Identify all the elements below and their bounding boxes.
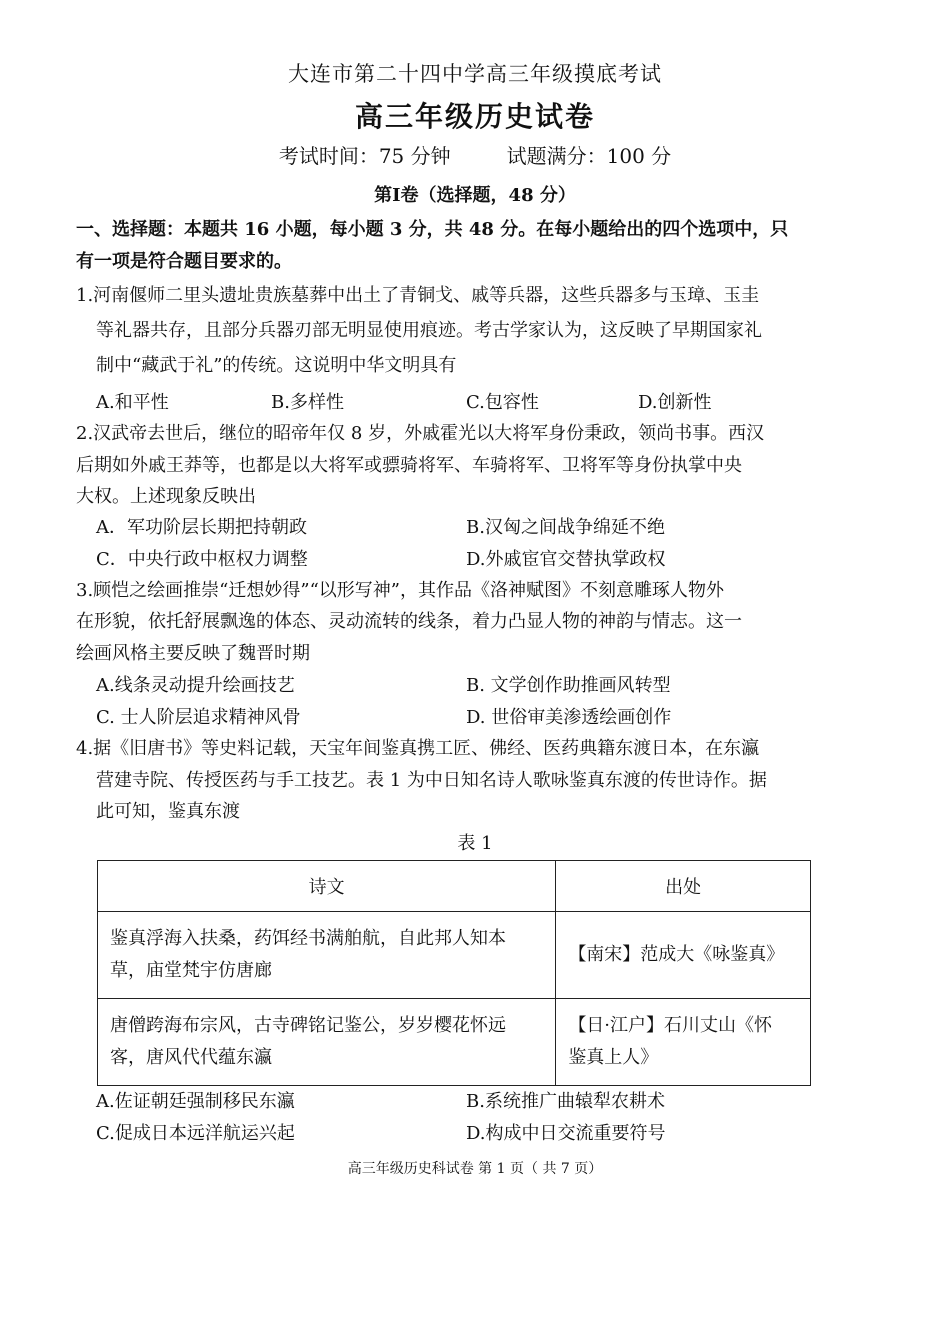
poem-line: 唐僧跨海布宗风，古寺碑铭记鉴公，岁岁樱花怀远 <box>110 1015 506 1036</box>
question-4-option-a[interactable]: A.佐证朝廷强制移民东瀛 <box>96 1091 295 1112</box>
exam-time: 考试时间：75 分钟 <box>278 144 451 168</box>
question-2-line-2: 后期如外戚王莽等，也都是以大将军或骠骑将军、车骑将军、卫将军等身份执掌中央 <box>76 455 742 476</box>
table-cell-source <box>556 999 811 1086</box>
question-3-option-d[interactable]: D. 世俗审美渗透绘画创作 <box>466 707 672 728</box>
question-3-line-1: 3.顾恺之绘画推崇“迁想妙得”“以形写神”，其作品《洛神赋图》不刻意雕琢人物外 <box>76 580 724 601</box>
question-1-line-2: 等礼器共存，且部分兵器刃部无明显使用痕迹。考古学家认为，这反映了早期国家礼 <box>96 320 762 341</box>
question-3-option-a[interactable]: A.线条灵动提升绘画技艺 <box>96 675 295 696</box>
source-line: 【日·江户】石川丈山《怀 <box>568 1015 773 1036</box>
question-4-line-2: 营建寺院、传授医药与手工技艺。表 1 为中日知名诗人歌咏鉴真东渡的传世诗作。据 <box>96 770 767 791</box>
question-2-option-b[interactable]: B.汉匈之间战争绵延不绝 <box>466 517 665 538</box>
question-2-line-1: 2.汉武帝去世后，继位的昭帝年仅 8 岁，外戚霍光以大将军身份秉政，领尚书事。西汉 <box>76 423 765 444</box>
question-1-line-3: 制中“藏武于礼”的传统。这说明中华文明具有 <box>96 355 457 376</box>
section-instruction-line-1: 一、选择题：本题共 16 小题，每小题 3 分，共 48 分。在每小题给出的四个选项中，只 <box>76 219 789 240</box>
poem-table <box>97 860 811 1086</box>
source-line: 鉴真上人》 <box>568 1047 659 1068</box>
table-row <box>98 912 811 999</box>
table-row <box>98 999 811 1086</box>
poem-line: 草，庙堂梵宇仿唐廊 <box>110 960 272 981</box>
poem-line: 客，唐风代代蕴东瀛 <box>110 1047 272 1068</box>
question-1-option-b[interactable]: B.多样性 <box>271 392 344 413</box>
question-1-option-d[interactable]: D.创新性 <box>638 392 712 413</box>
school-exam-title: 大连市第二十四中学高三年级摸底考试 <box>288 62 662 86</box>
question-3-option-c[interactable]: C. 士人阶层追求精神风骨 <box>96 707 301 728</box>
exam-meta <box>0 140 950 169</box>
table-caption: 表 1 <box>457 833 493 854</box>
table-header-source: 出处 <box>556 861 811 912</box>
source-line: 【南宋】范成大《咏鉴真》 <box>568 944 785 965</box>
question-4-option-d[interactable]: D.构成中日交流重要符号 <box>466 1123 666 1144</box>
question-4-line-1: 4.据《旧唐书》等史料记载，天宝年间鉴真携工匠、佛经、医药典籍东渡日本，在东瀛 <box>76 738 760 759</box>
question-4-option-c[interactable]: C.促成日本远洋航运兴起 <box>96 1123 295 1144</box>
part-heading: 第Ⅰ卷（选择题，48 分） <box>374 185 576 206</box>
table-header-poem: 诗文 <box>98 861 556 912</box>
question-2-option-d[interactable]: D.外戚宦官交替执掌政权 <box>466 549 666 570</box>
question-2-option-a[interactable]: A．军功阶层长期把持朝政 <box>96 517 307 538</box>
question-2-line-3: 大权。上述现象反映出 <box>76 486 256 507</box>
question-1-option-a[interactable]: A.和平性 <box>96 392 169 413</box>
question-3-option-b[interactable]: B. 文学创作助推画风转型 <box>466 675 671 696</box>
question-4-line-3: 此可知，鉴真东渡 <box>96 801 240 822</box>
page-footer: 高三年级历史科试卷 第 1 页（ 共 7 页） <box>347 1161 603 1177</box>
question-3-line-2: 在形貌，依托舒展飘逸的体态、灵动流转的线条，着力凸显人物的神韵与情志。这一 <box>76 611 742 632</box>
table-header-row <box>98 861 811 912</box>
exam-score: 试题满分：100 分 <box>506 144 672 168</box>
paper-title: 高三年级历史试卷 <box>354 100 595 133</box>
question-1-line-1: 1.河南偃师二里头遗址贵族墓葬中出土了青铜戈、戚等兵器，这些兵器多与玉璋、玉圭 <box>76 285 760 306</box>
table-cell-poem <box>98 999 556 1086</box>
table-cell-source <box>556 912 811 999</box>
poem-line: 鉴真浮海入扶桑，药饵经书满舶航，自此邦人知本 <box>110 928 506 949</box>
section-instruction-line-2: 有一项是符合题目要求的。 <box>76 251 292 272</box>
question-1-option-c[interactable]: C.包容性 <box>466 392 539 413</box>
question-4-option-b[interactable]: B.系统推广曲辕犁农耕术 <box>466 1091 665 1112</box>
question-3-line-3: 绘画风格主要反映了魏晋时期 <box>76 643 310 664</box>
question-2-option-c[interactable]: C．中央行政中枢权力调整 <box>96 549 308 570</box>
table-cell-poem <box>98 912 556 999</box>
